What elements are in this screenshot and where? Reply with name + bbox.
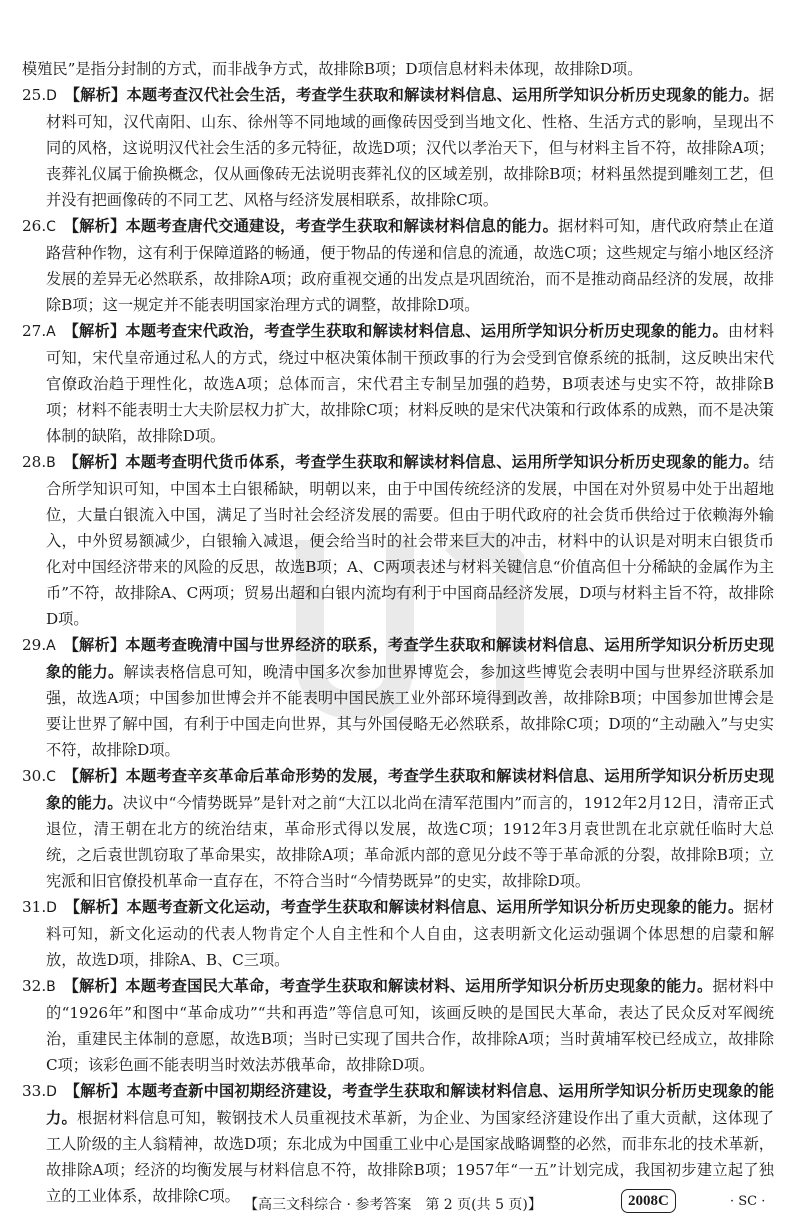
- answer-letter: B: [46, 979, 56, 995]
- analysis-tag: 【解析】: [64, 86, 127, 104]
- answer-item: [22, 82, 774, 213]
- answer-item: [22, 632, 774, 763]
- analysis-tag: 【解析】: [63, 767, 126, 785]
- analysis-body: 解读表格信息可知，晚清中国多次参加世界博览会，参加这些博览会表明中国与世界经济联系加强，故选A项；中国参加世博会并不能表明中国民族工业外部环境得到改善，故排除B项；中国参加世博会是要让世界了解中国，有利于中国走向世界，其与外国侵略无必然联系，故排除C项；D项的“主动融入”与史实不符，故排除D项。: [46, 663, 775, 759]
- analysis-body: 决议中“今情势既异”是针对之前“大江以北尚在清军范围内”而言的，1912年2月12日，清帝正式退位，清王朝在北方的统治结束，革命形式得以发展，故选C项；1912年3月袁世凯在北京就任临时大总统，之后袁世凯窃取了革命果实，故排除A项；革命派内部的意见分歧不等于革命派的分裂，故排除B项；立宪派和旧官僚投机革命一直存在，不符合当时“今情势既异”的史实，故排除D项。: [46, 794, 774, 890]
- answer-item: [22, 318, 774, 449]
- answer-letter: A: [46, 324, 56, 340]
- analysis-body: 据材料可知，新文化运动的代表人物肯定个人自主性和个人自由，这表明新文化运动强调个体思想的启蒙和解放，故选D项，排除A、B、C三项。: [46, 898, 775, 969]
- question-number: 30.: [22, 767, 47, 785]
- analysis-lead: 本题考查明代货币体系，考查学生获取和解读材料信息、运用所学知识分析历史现象的能力。: [125, 453, 759, 471]
- analysis-lead: 本题考查新中国初期经济建设，考查学生获取和解读材料信息、运用所学知识分析历史现象的能力。: [46, 1082, 775, 1127]
- answer-item: [22, 763, 774, 894]
- answer-letter: B: [46, 455, 56, 471]
- footer-exam-code: 2008C: [621, 1189, 676, 1213]
- page-footer: [0, 1188, 794, 1216]
- analysis-lead: 本题考查新文化运动，考查学生获取和解读材料信息、运用所学知识分析历史现象的能力。: [126, 898, 744, 916]
- answer-letter: D: [46, 88, 57, 104]
- question-number: 32.: [22, 977, 47, 995]
- answer-item: [22, 213, 774, 318]
- analysis-lead: 本题考查辛亥革命后革命形势的发展，考查学生获取和解读材料信息、运用所学知识分析历史现象的能力。: [46, 767, 775, 812]
- answer-letter: D: [46, 900, 57, 916]
- analysis-tag: 【解析】: [63, 322, 126, 340]
- analysis-body: 据材料可知，唐代政府禁止在道路营种作物，这有利于保障道路的畅通，便于物品的传递和信息的流通，故选C项；这些规定与缩小地区经济发展的差异无必然联系，故排除A项；政府重视交通的出发点是巩固统治，而不是推动商品经济的发展，故排除B项；这一规定并不能表明国家治理方式的调整，故排除D项。: [46, 217, 775, 314]
- analysis-lead: 本题考查国民大革命，考查学生获取和解读材料、运用所学知识分析历史现象的能力。: [125, 977, 713, 995]
- analysis-tag: 【解析】: [63, 977, 126, 995]
- analysis-lead: 本题考查宋代政治，考查学生获取和解读材料信息、运用所学知识分析历史现象的能力。: [125, 322, 728, 340]
- intro-paragraph: 模殖民”是指分封制的方式，而非战争方式，故排除B项；D项信息材料未体现，故排除D项。: [22, 60, 643, 78]
- question-number: 29.: [22, 636, 47, 654]
- answer-letter: A: [46, 638, 56, 654]
- answer-list: [22, 82, 774, 1209]
- analysis-tag: 【解析】: [64, 898, 127, 916]
- analysis-tag: 【解析】: [63, 217, 126, 235]
- question-number: 27.: [22, 322, 47, 340]
- analysis-tag: 【解析】: [63, 636, 126, 654]
- question-number: 33.: [22, 1082, 47, 1100]
- analysis-body: 结合所学知识可知，中国本土白银稀缺，明朝以来，由于中国传统经济的发展，中国在对外贸易中处于出超地位，大量白银流入中国，满足了当时社会经济发展的需要。但由于明代政府的社会货币供给过于依赖海外输入，中外贸易额减少，白银输入减退，便会给当时的社会带来巨大的冲击，材料中的认识是对明末白银货币化对中国经济带来的风险的反思，故选B项；A、C两项表述与材料关键信息“价值高但十分稀缺的金属作为主币”不符，故排除A、C两项；贸易出超和白银内流均有利于中国商品经济发展，D项与材料主旨不符，故排除D项。: [46, 453, 775, 628]
- analysis-tag: 【解析】: [63, 453, 126, 471]
- answer-letter: D: [46, 1084, 57, 1100]
- answer-letter: C: [46, 219, 56, 235]
- footer-sc-mark: · SC ·: [730, 1194, 766, 1209]
- analysis-lead: 本题考查唐代交通建设，考查学生获取和解读材料信息的能力。: [125, 217, 559, 235]
- answer-letter: C: [46, 769, 56, 785]
- answer-item: [22, 973, 774, 1078]
- analysis-tag: 【解析】: [64, 1082, 127, 1100]
- question-number: 25.: [22, 86, 47, 104]
- analysis-body: 由材料可知，宋代皇帝通过私人的方式，绕过中枢决策体制干预政事的行为会受到官僚系统的抵制，这反映出宋代官僚政治趋于理性化，故选A项；总体而言，宋代君主专制呈加强的趋势，B项表述与史实不符，故排除B项；材料不能表明士大夫阶层权力扩大，故排除C项；材料反映的是宋代决策和行政体系的成熟，而不是决策体制的缺陷，故排除D项。: [46, 322, 775, 445]
- analysis-lead: 本题考查汉代社会生活，考查学生获取和解读材料信息、运用所学知识分析历史现象的能力。: [126, 86, 759, 104]
- analysis-body: 据材料中的“1926年”和图中“革命成功”“共和再造”等信息可知，该画反映的是国民大革命，表达了民众反对军阀统治，重建民主体制的意愿，故选B项；当时已实现了国共合作，故排除A项；当时黄埔军校已经成立，故排除C项；该彩色画不能表明当时效法苏俄革命，故排除D项。: [46, 977, 775, 1074]
- footer-page-info: 【高三文科综合 · 参考答案 第 2 页(共 5 页)】: [244, 1197, 542, 1213]
- answer-item: [22, 449, 774, 632]
- analysis-body: 据材料可知，汉代南阳、山东、徐州等不同地域的画像砖因受到当地文化、性格、生活方式的影响，呈现出不同的风格，这说明汉代社会生活的多元特征，故选D项；汉代以孝治天下，但与材料主旨不符，故排除A项；丧葬礼仪属于偷换概念，仅从画像砖无法说明丧葬礼仪的区域差别，故排除B项；材料虽然提到雕刻工艺，但并没有把画像砖的不同工艺、风格与经济发展相联系，故排除C项。: [46, 86, 775, 209]
- analysis-lead: 本题考查晚清中国与世界经济的联系，考查学生获取和解读材料信息、运用所学知识分析历史现象的能力。: [46, 636, 775, 681]
- question-number: 26.: [22, 217, 47, 235]
- analysis-body: 根据材料信息可知，鞍钢技术人员重视技术革新，为企业、为国家经济建设作出了重大贡献，这体现了工人阶级的主人翁精神，故选D项；东北成为中国重工业中心是国家战略调整的必然，而非东北的技术革新，故排除A项；经济的均衡发展与材料信息不符，故排除B项；1957年“一五”计划完成，我国初步建立起了独立的工业体系，故排除C项。: [46, 1109, 775, 1205]
- analysis-content: [22, 56, 774, 1209]
- question-number: 28.: [22, 453, 47, 471]
- answer-item: [22, 894, 774, 973]
- question-number: 31.: [22, 898, 47, 916]
